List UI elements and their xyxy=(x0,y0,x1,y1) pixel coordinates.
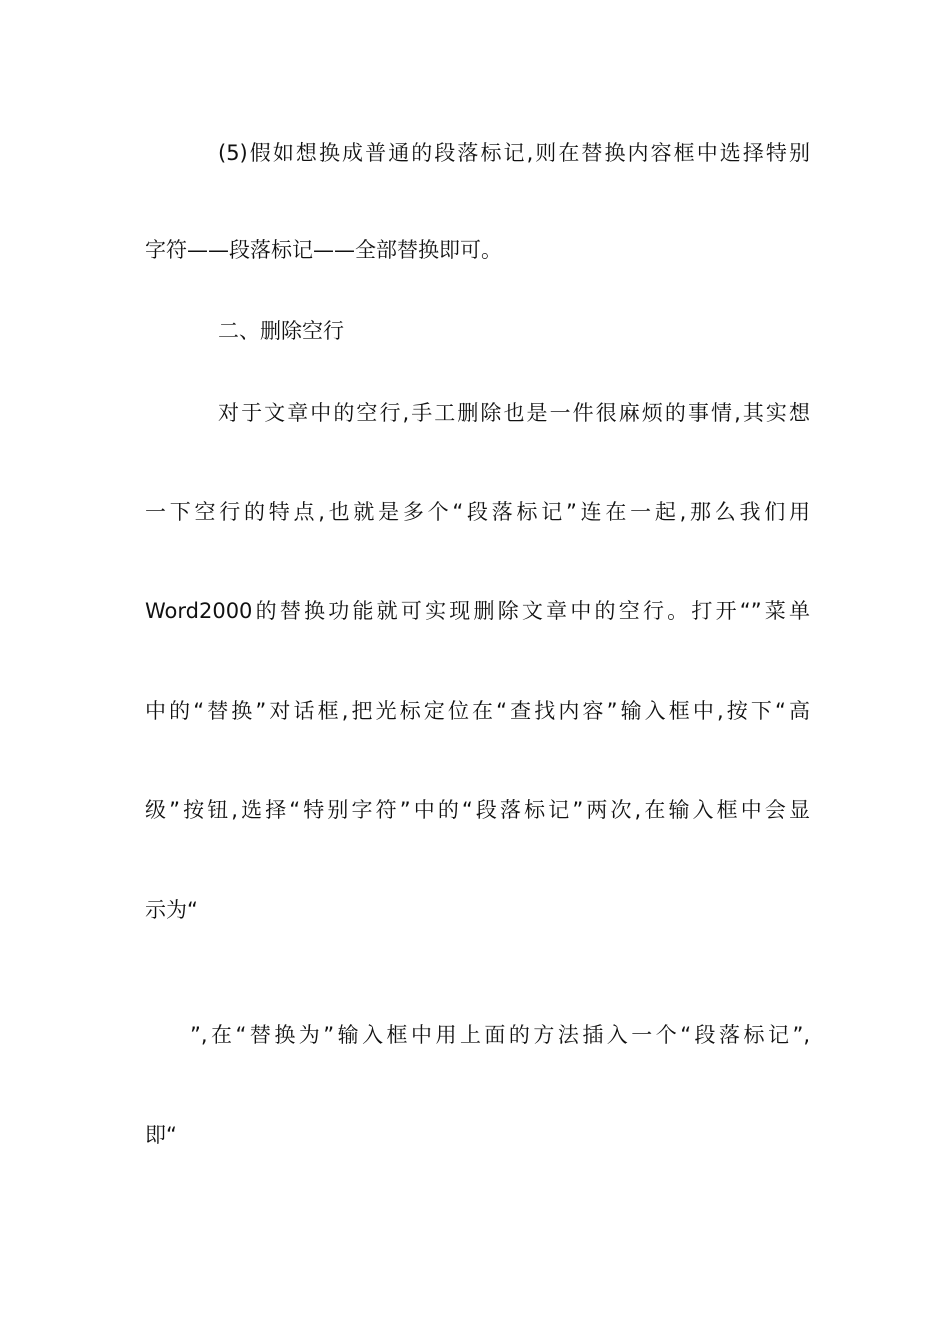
paragraph-line-4: 一下空行的特点,也就是多个“段落标记”连在一起,那么我们用 xyxy=(145,500,810,524)
paragraph-line-10: 即“ xyxy=(145,1123,177,1147)
paragraph-line-2: 字符——段落标记——全部替换即可。 xyxy=(145,238,502,262)
paragraph-line-8: 示为“ xyxy=(145,898,198,922)
paragraph-line-9: ”,在“替换为”输入框中用上面的方法插入一个“段落标记”, xyxy=(190,1023,810,1047)
paragraph-line-3: 对于文章中的空行,手工删除也是一件很麻烦的事情,其实想 xyxy=(218,401,810,425)
paragraph-line-5: Word2000的替换功能就可实现删除文章中的空行。打开“”菜单 xyxy=(145,599,810,623)
section-heading: 二、删除空行 xyxy=(218,319,344,343)
paragraph-line-6: 中的“替换”对话框,把光标定位在“查找内容”输入框中,按下“高 xyxy=(145,699,810,723)
paragraph-line-1: (5)假如想换成普通的段落标记,则在替换内容框中选择特别 xyxy=(218,141,810,165)
paragraph-line-7: 级”按钮,选择“特别字符”中的“段落标记”两次,在输入框中会显 xyxy=(145,798,810,822)
